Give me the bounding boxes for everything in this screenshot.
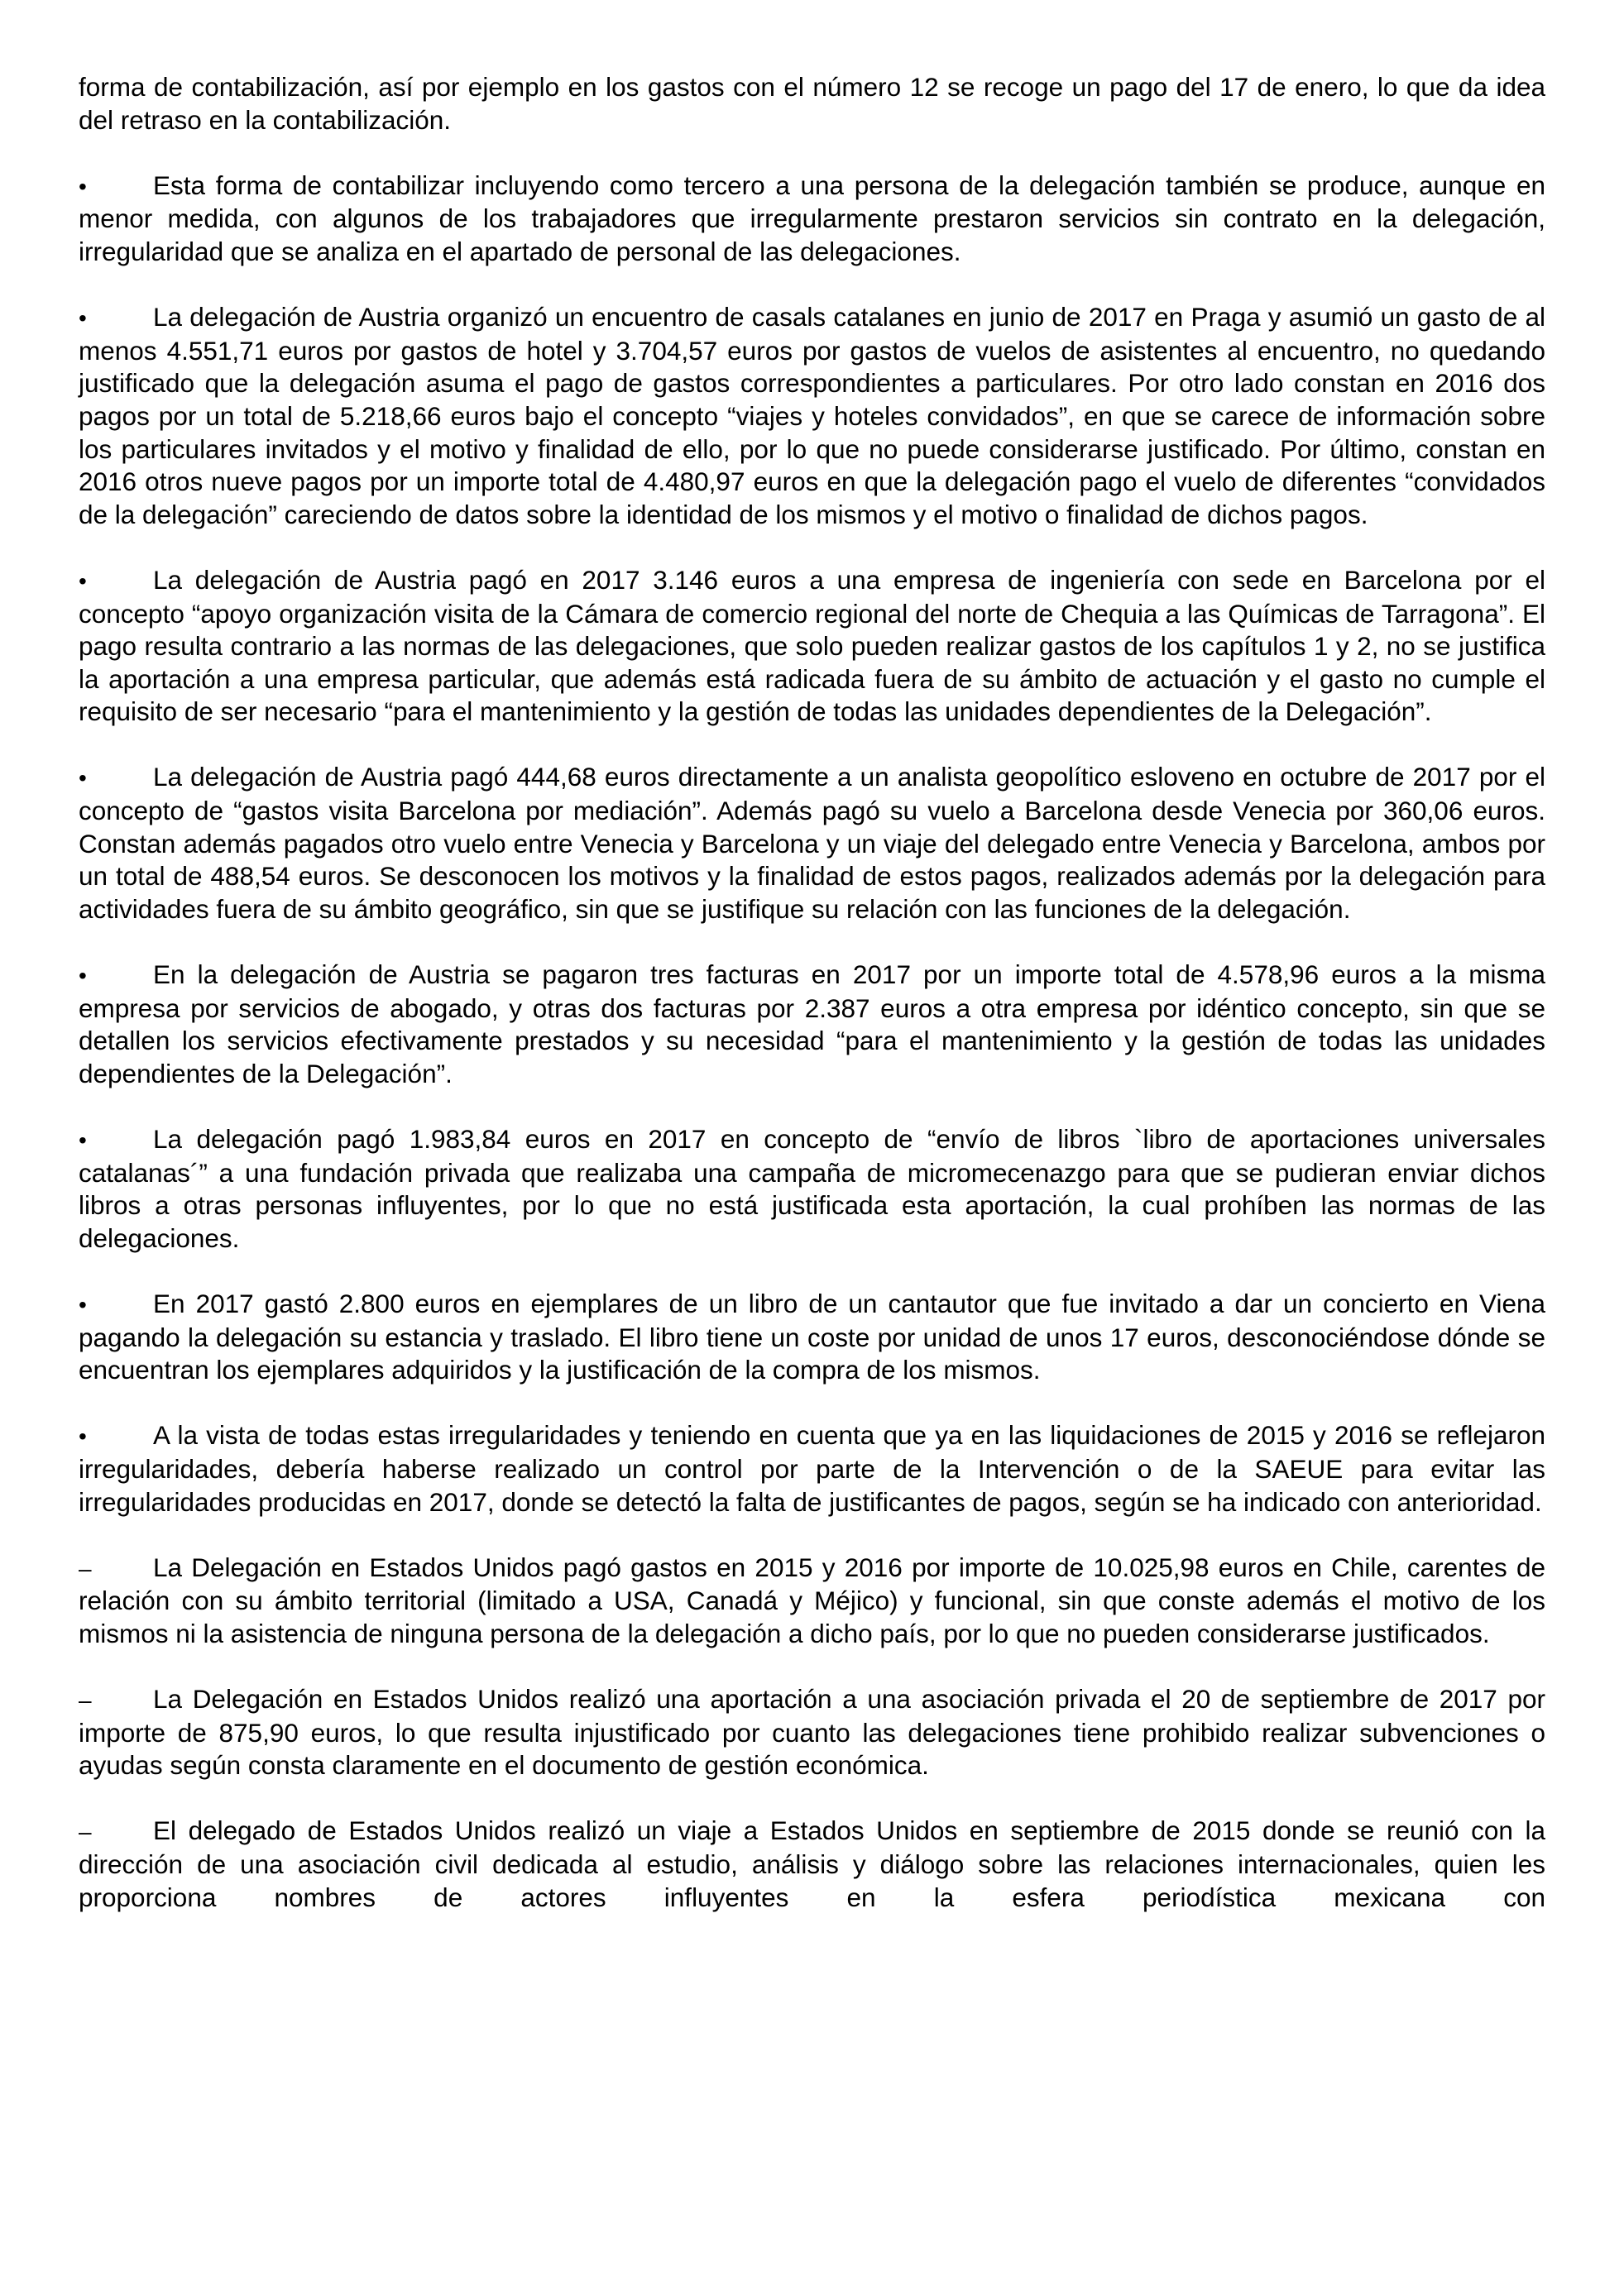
list-item xyxy=(79,1683,1545,1782)
dash-icon: – xyxy=(79,1555,92,1581)
list-item xyxy=(79,564,1545,729)
list-item-text: A la vista de todas estas irregularidades y teniendo en cuenta que ya en las liquidaciones de 2015 y 2016 se reflejaron irregularidades, debería haberse realizado un control por parte de la Intervención o de la SAEUE para evitar las irregularidades producidas en 2017, donde se detectó la falta de justificantes de pagos, según se ha indicado con anterioridad. xyxy=(79,1420,1545,1517)
dash-icon: – xyxy=(79,1819,92,1845)
bullet-icon: • xyxy=(79,567,87,594)
dash-icon: – xyxy=(79,1687,92,1714)
intro-paragraph: forma de contabilización, así por ejemplo en los gastos con el número 12 se recoge un pago del 17 de enero, lo que da idea del retraso en la contabilización. xyxy=(79,72,1545,135)
bullet-icon: • xyxy=(79,1127,87,1153)
list-item xyxy=(79,761,1545,926)
list-item-text: Esta forma de contabilizar incluyendo como tercero a una persona de la delegación también se produce, aunque en menor medida, con algunos de los trabajadores que irregularmente prestaron servicios sin contrato en la delegación, irregularidad que se analiza en el apartado de personal de las delegaciones. xyxy=(79,170,1545,266)
list-item-text: La delegación de Austria pagó en 2017 3.146 euros a una empresa de ingeniería con sede en Barcelona por el concepto “apoyo organización visita de la Cámara de comercio regional del norte de Chequia a las Químicas de Tarragona”. El pago resulta contrario a las normas de las delegaciones, que solo pueden realizar gastos de los capítulos 1 y 2, no se justifica la aportación a una empresa particular, que además está radicada fuera de su ámbito de actuación y el gasto no cumple el requisito de ser necesario “para el mantenimiento y la gestión de todas las unidades dependientes de la Delegación”. xyxy=(79,564,1545,727)
bullet-icon: • xyxy=(79,765,87,792)
list-item xyxy=(79,959,1545,1090)
bullet-icon: • xyxy=(79,173,87,199)
list-item xyxy=(79,1123,1545,1255)
document-page xyxy=(79,71,1545,1947)
list-item-text: La Delegación en Estados Unidos pagó gastos en 2015 y 2016 por importe de 10.025,98 euros en Chile, carentes de relación con su ámbito territorial (limitado a USA, Canadá y Méjico) y funcional, sin que conste además el motivo de los mismos ni la asistencia de ninguna persona de la delegación a dicho país, por lo que no pueden considerarse justificados. xyxy=(79,1552,1545,1648)
list-item-text: En la delegación de Austria se pagaron tres facturas en 2017 por un importe total de 4.578,96 euros a la misma empresa por servicios de abogado, y otras dos facturas por 2.387 euros a otra empresa por idéntico concepto, sin que se detallen los servicios efectivamente prestados y su necesidad “para el mantenimiento y la gestión de todas las unidades dependientes de la Delegación”. xyxy=(79,959,1545,1088)
list-item xyxy=(79,170,1545,269)
list-item xyxy=(79,1288,1545,1387)
list-item-text: En 2017 gastó 2.800 euros en ejemplares de un libro de un cantautor que fue invitado a dar un concierto en Viena pagando la delegación su estancia y traslado. El libro tiene un coste por unidad de unos 17 euros, desconociéndose dónde se encuentran los ejemplares adquiridos y la justificación de la compra de los mismos. xyxy=(79,1288,1545,1385)
list-item xyxy=(79,1419,1545,1519)
list-item-text: El delegado de Estados Unidos realizó un viaje a Estados Unidos en septiembre de 2015 donde se reunió con la dirección de una asociación civil dedicada al estudio, análisis y diálogo sobre las relaciones internacionales, quien les proporciona nombres de actores influyentes en la esfera periodística mexicana con xyxy=(79,1815,1545,1912)
list-item xyxy=(79,1815,1545,1914)
bullet-icon: • xyxy=(79,1291,87,1318)
list-item xyxy=(79,1552,1545,1651)
list-item-text: La Delegación en Estados Unidos realizó una aportación a una asociación privada el 20 de septiembre de 2017 por importe de 875,90 euros, lo que resulta injustificado por cuanto las delegaciones tiene prohibido realizar subvenciones o ayudas según consta claramente en el documento de gestión económica. xyxy=(79,1684,1545,1781)
list-item-text: La delegación de Austria pagó 444,68 euros directamente a un analista geopolítico esloveno en octubre de 2017 por el concepto de “gastos visita Barcelona por mediación”. Además pagó su vuelo a Barcelona desde Venecia por 360,06 euros. Constan además pagados otro vuelo entre Venecia y Barcelona y un viaje del delegado entre Venecia y Barcelona, ambos por un total de 488,54 euros. Se desconocen los motivos y la finalidad de estos pagos, realizados además por la delegación para actividades fuera de su ámbito geográfico, sin que se justifique su relación con las funciones de la delegación. xyxy=(79,762,1545,924)
list-item-text: La delegación pagó 1.983,84 euros en 2017 en concepto de “envío de libros `libro de aportaciones universales catalanas´” a una fundación privada que realizaba una campaña de micromecenazgo para que se pudieran enviar dichos libros a otras personas influyentes, por lo que no está justificada esta aportación, la cual prohíben las normas de las delegaciones. xyxy=(79,1124,1545,1253)
bullet-icon: • xyxy=(79,963,87,989)
bullet-icon: • xyxy=(79,305,87,332)
list-item xyxy=(79,301,1545,531)
bullet-icon: • xyxy=(79,1423,87,1450)
list-item-text: La delegación de Austria organizó un encuentro de casals catalanes en junio de 2017 en Praga y asumió un gasto de al menos 4.551,71 euros por gastos de hotel y 3.704,57 euros por gastos de vuelos de asistentes al encuentro, no quedando justificado que la delegación asuma el pago de gastos correspondientes a particulares. Por otro lado constan en 2016 dos pagos por un total de 5.218,66 euros bajo el concepto “viajes y hoteles convidados”, en que se carece de información sobre los particulares invitados y el motivo y finalidad de ello, por lo que no puede considerarse justificado. Por último, constan en 2016 otros nueve pagos por un importe total de 4.480,97 euros en que la delegación pago el vuelo de diferentes “convidados de la delegación” careciendo de datos sobre la identidad de los mismos y el motivo o finalidad de dichos pagos. xyxy=(79,302,1545,529)
